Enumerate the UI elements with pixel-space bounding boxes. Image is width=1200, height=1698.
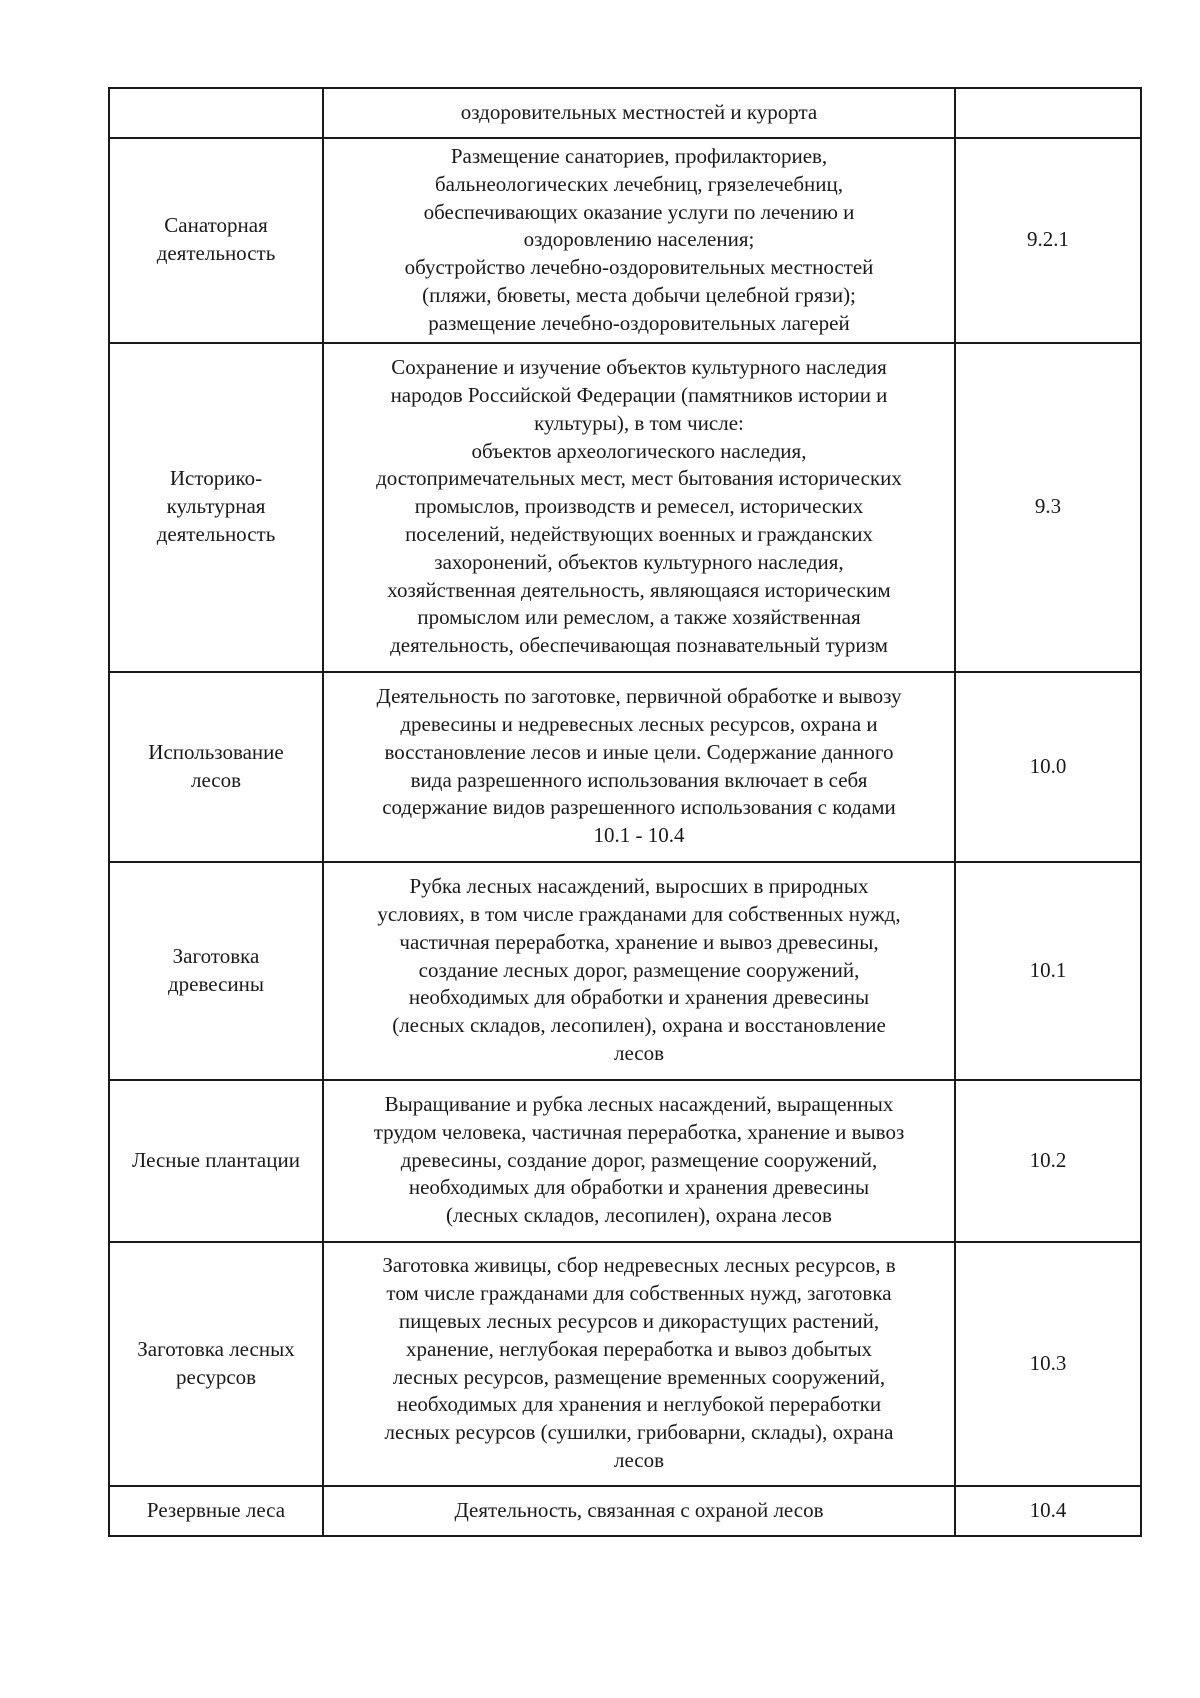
use-type-description: Заготовка живицы, сбор недревесных лесных ресурсов, в том числе гражданами для собственных нужд, заготовка пищевых лесных ресурсов и дикорастущих растений, хранение, неглубокая переработка и вывоз добытых лесных ресурсов, размещение временных сооружений, необходимых для хранения и неглубокой переработки лесных ресурсов (сушилки, грибоварни, склады), охрана лесов [323, 1242, 955, 1486]
table-row [109, 138, 1141, 343]
use-type-name [109, 88, 323, 138]
use-type-name: Резервные леса [109, 1486, 323, 1536]
use-type-name: Использование лесов [109, 672, 323, 862]
table-row [109, 862, 1141, 1080]
table-row [109, 1242, 1141, 1486]
use-type-description: Деятельность, связанная с охраной лесов [323, 1486, 955, 1536]
use-type-name: Заготовка древесины [109, 862, 323, 1080]
use-type-code: 9.3 [955, 343, 1141, 672]
use-type-code: 10.0 [955, 672, 1141, 862]
table-row [109, 1080, 1141, 1242]
use-type-code: 9.2.1 [955, 138, 1141, 343]
use-type-name: Заготовка лесных ресурсов [109, 1242, 323, 1486]
land-use-table [108, 87, 1142, 1537]
table-row [109, 343, 1141, 672]
use-type-description: Сохранение и изучение объектов культурного наследия народов Российской Федерации (памятников истории и культуры), в том числе: объектов археологического наследия, достопримечательных мест, мест бытования исторических промыслов, производств и ремесел, исторических поселений, недействующих военных и гражданских захоронений, объектов культурного наследия, хозяйственная деятельность, являющаяся историческим промыслом или ремеслом, а также хозяйственная деятельность, обеспечивающая познавательный туризм [323, 343, 955, 672]
use-type-code: 10.3 [955, 1242, 1141, 1486]
table-row [109, 1486, 1141, 1536]
use-type-description: Рубка лесных насаждений, выросших в природных условиях, в том числе гражданами для собственных нужд, частичная переработка, хранение и вывоз древесины, создание лесных дорог, размещение сооружений, необходимых для обработки и хранения древесины (лесных складов, лесопилен), охрана и восстановление лесов [323, 862, 955, 1080]
use-type-description: Размещение санаториев, профилакториев, бальнеологических лечебниц, грязелечебниц, обеспечивающих оказание услуги по лечению и оздоровлению населения; обустройство лечебно-оздоровительных местностей (пляжи, бюветы, места добычи целебной грязи); размещение лечебно-оздоровительных лагерей [323, 138, 955, 343]
use-type-code [955, 88, 1141, 138]
use-type-name: Историко- культурная деятельность [109, 343, 323, 672]
use-type-code: 10.2 [955, 1080, 1141, 1242]
use-type-code: 10.1 [955, 862, 1141, 1080]
use-type-description: Деятельность по заготовке, первичной обработке и вывозу древесины и недревесных лесных ресурсов, охрана и восстановление лесов и иные цели. Содержание данного вида разрешенного использования включает в себя содержание видов разрешенного использования с кодами 10.1 - 10.4 [323, 672, 955, 862]
use-type-name: Санаторная деятельность [109, 138, 323, 343]
table-row [109, 672, 1141, 862]
table-row [109, 88, 1141, 138]
use-type-name: Лесные плантации [109, 1080, 323, 1242]
use-type-description: оздоровительных местностей и курорта [323, 88, 955, 138]
use-type-description: Выращивание и рубка лесных насаждений, выращенных трудом человека, частичная переработка, хранение и вывоз древесины, создание дорог, размещение сооружений, необходимых для обработки и хранения древесины (лесных складов, лесопилен), охрана лесов [323, 1080, 955, 1242]
use-type-code: 10.4 [955, 1486, 1141, 1536]
